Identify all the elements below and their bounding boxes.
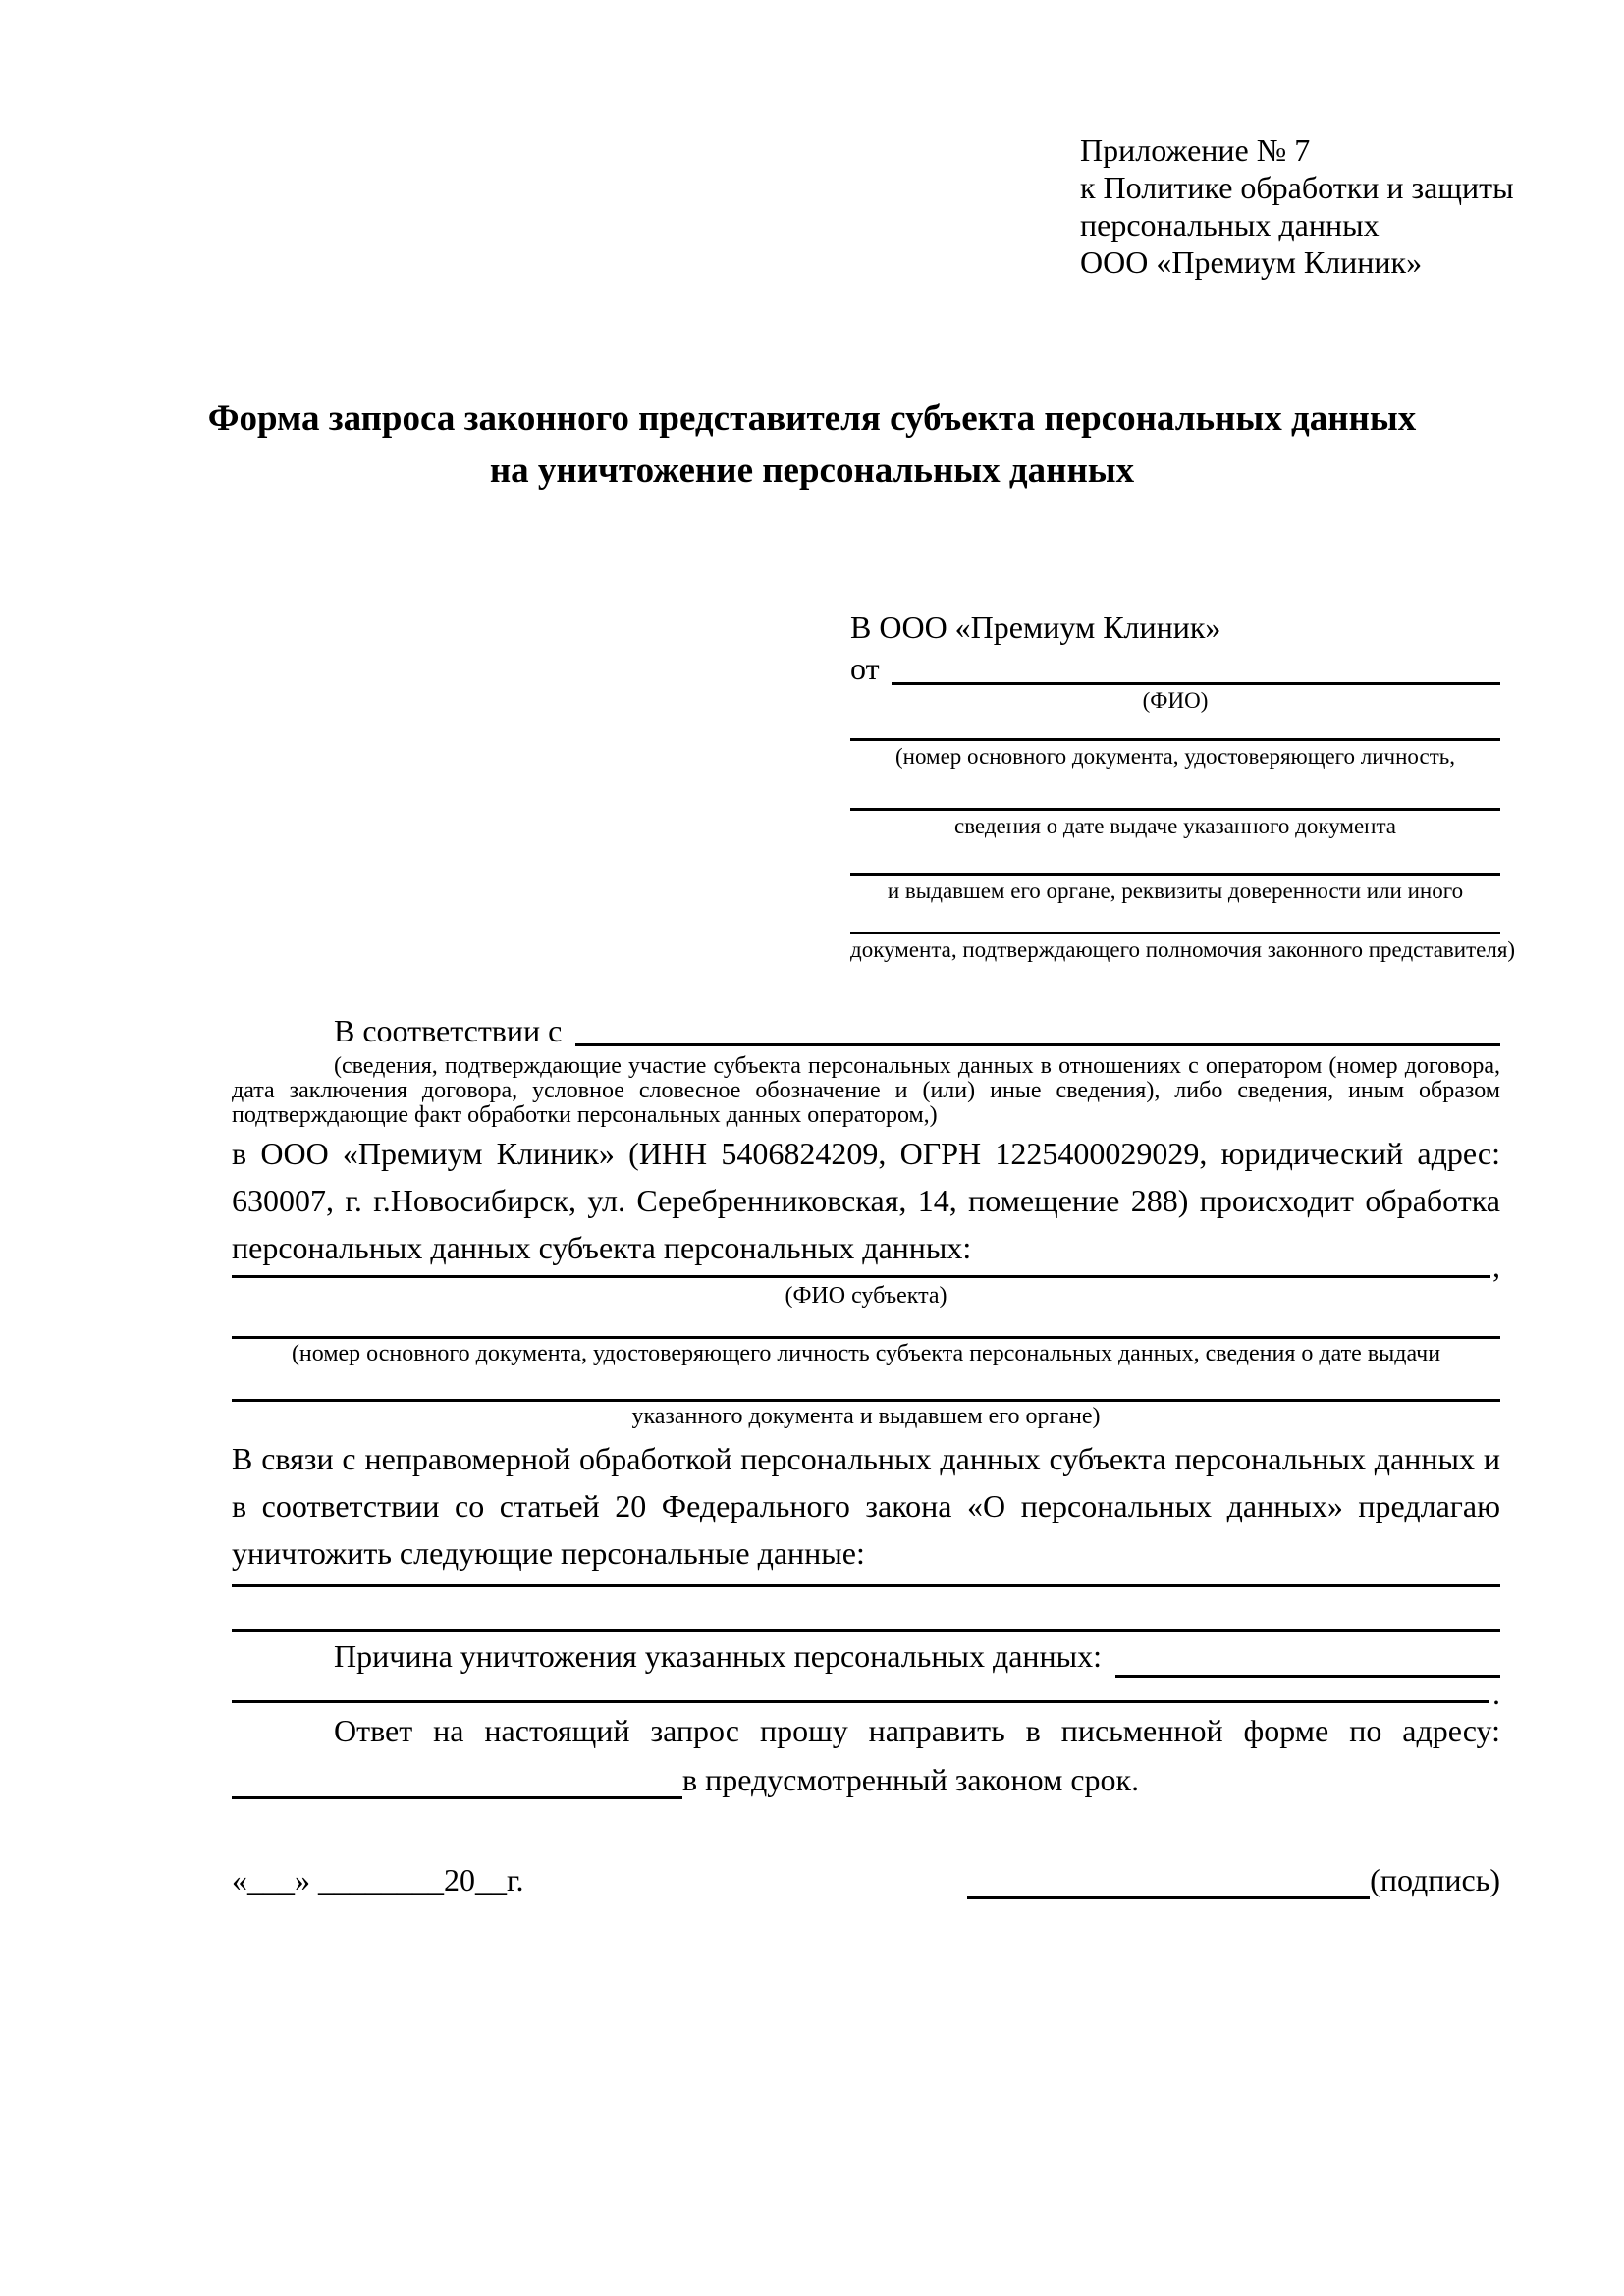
caption-document-number: (номер основного документа, удостоверяющего личность, — [894, 744, 1455, 769]
answer-tail-text: в предусмотренный законом срок. — [682, 1762, 1140, 1797]
caption-relationship-evidence: (сведения, подтверждающие участие субъекта персональных данных в отношениях с оператором (номер договора, дата заключения договора, условное словесное обозначение и (или) иные сведения), либо сведения, иным образом подтверждающие факт обработки персональных данных оператором,) — [232, 1053, 1500, 1128]
caption-issuing-authority: и выдавшем его органе, реквизиты доверенности или иного — [887, 879, 1464, 903]
footer-row — [232, 1858, 1500, 1899]
reason-lead: Причина уничтожения указанных персональных данных: — [334, 1638, 1103, 1674]
accordance-lead: В соответствии с — [334, 1013, 563, 1048]
caption-subject-authority: указанного документа и выдавшем его органе) — [631, 1404, 1101, 1429]
annex-header-line: персональных данных — [1080, 207, 1380, 242]
main-body — [232, 1005, 1500, 1799]
signature-fill-line — [967, 1858, 1370, 1899]
caption-power-of-attorney: документа, подтверждающего полномочия законного представителя) — [850, 937, 1516, 962]
issue-date-fill-line — [850, 773, 1500, 811]
subject-authority-fill-line — [232, 1368, 1500, 1402]
caption-fio: (ФИО) — [1142, 688, 1209, 713]
addressee-organization: В ООО «Премиум Клиник» — [850, 610, 1221, 645]
subject-document-fill-line — [232, 1310, 1500, 1339]
power-of-attorney-fill-line — [850, 907, 1500, 934]
annex-header-line: Приложение № 7 — [1080, 133, 1311, 168]
caption-subject-document: (номер основного документа, удостоверяющего личность субъекта персональных данных, сведения о дате выдачи — [291, 1341, 1441, 1366]
document-title-line-1: Форма запроса законного представителя субъекта персональных данных — [207, 399, 1417, 439]
from-label: от — [850, 651, 880, 686]
addressee-block — [850, 607, 1516, 966]
annex-header — [1080, 132, 1514, 281]
fullname-fill-line — [892, 648, 1500, 685]
annex-header-line: к Политике обработки и защиты — [1080, 170, 1514, 205]
caption-issue-date: сведения о дате выдаче указанного документа — [953, 814, 1397, 838]
reason-period: . — [1492, 1676, 1500, 1711]
reason-row — [232, 1632, 1500, 1678]
accordance-row — [232, 1011, 1500, 1046]
issuing-authority-fill-line — [850, 842, 1500, 876]
answer-address-row — [232, 1754, 1500, 1799]
annex-header-line: ООО «Премиум Клиник» — [1080, 244, 1423, 280]
operator-paragraph: в ООО «Премиум Клиник» (ИНН 5406824209, ОГРН 1225400029029, юридический адрес: 630007, г. г.Новосибирск, ул. Серебренниковская, 14, помещение 288) происходит обработка персональных данных субъекта персональных данных: — [232, 1136, 1500, 1265]
date-blank: «___» ________20__г. — [232, 1862, 524, 1897]
answer-paragraph: Ответ на настоящий запрос прошу направить в письменной форме по адресу: — [334, 1713, 1500, 1748]
data-to-destroy-fill-line-1 — [232, 1576, 1500, 1587]
caption-subject-fio: (ФИО субъекта) — [785, 1283, 947, 1308]
caption-signature: (подпись) — [1370, 1862, 1500, 1897]
reason-continuation-fill-line — [232, 1700, 1489, 1703]
reason-continuation-row — [232, 1676, 1500, 1711]
accordance-fill-line — [575, 1011, 1500, 1046]
document-number-fill-line — [850, 717, 1500, 741]
from-row — [850, 648, 1500, 685]
unlawful-processing-paragraph: В связи с неправомерной обработкой персональных данных субъекта персональных данных и в соответствии со статьей 20 Федерального закона «О персональных данных» предлагаю уничтожить следующие персональные данные: — [232, 1441, 1500, 1571]
answer-address-fill-line — [232, 1754, 682, 1799]
reason-fill-line — [1115, 1632, 1500, 1678]
subject-name-comma: , — [1492, 1249, 1500, 1284]
document-title-line-2: на уничтожение персональных данных — [489, 451, 1135, 491]
subject-name-fill-line — [232, 1275, 1490, 1278]
data-to-destroy-fill-line-2 — [232, 1587, 1500, 1632]
document-title — [178, 393, 1446, 497]
